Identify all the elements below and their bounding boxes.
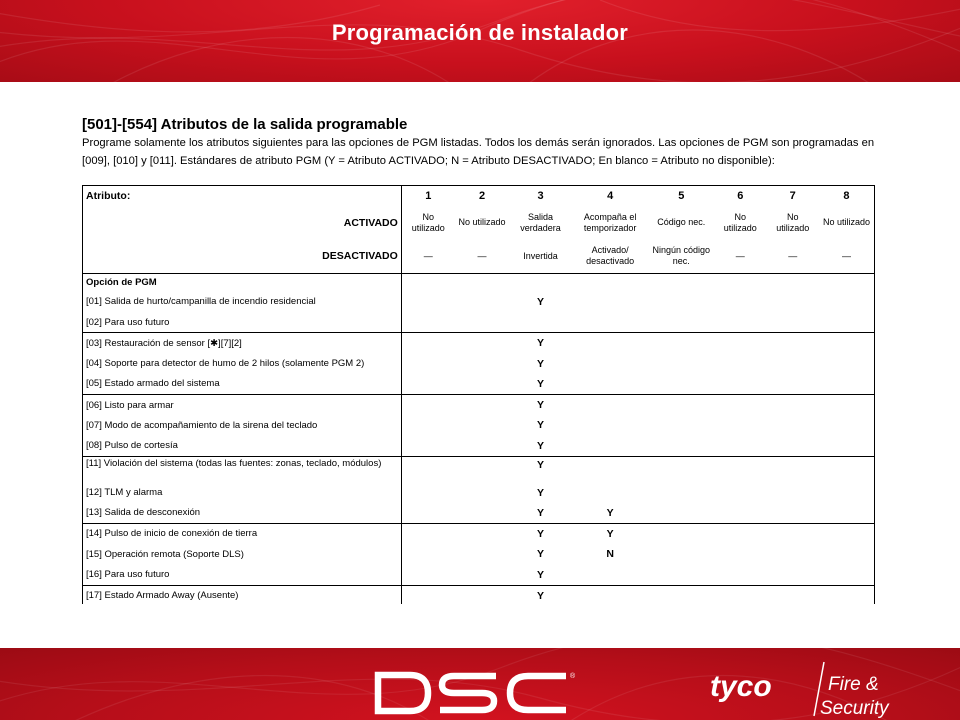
activado-cell: No utilizado — [776, 211, 810, 233]
column-header: 6 — [737, 189, 744, 202]
column-header: 4 — [607, 189, 614, 202]
table-row — [83, 353, 875, 374]
desactivado-cell: — — [401, 240, 454, 274]
section-title: [501]-[554] Atributos de la salida programable — [82, 116, 408, 133]
desactivado-row — [83, 240, 875, 274]
attr-value-3: Y — [537, 295, 545, 308]
column-number-row — [83, 186, 875, 206]
header-banner — [0, 0, 960, 82]
attr-value-3: Y — [509, 523, 572, 544]
activado-cell: No utilizado — [723, 211, 757, 233]
attr-value-4 — [572, 374, 649, 395]
table-row — [83, 585, 875, 604]
attr-value-3: Y — [537, 506, 545, 519]
attr-value-3: Y — [537, 357, 545, 370]
option-label: [08] Pulso de cortesía — [86, 440, 178, 452]
option-label: [15] Operación remota (Soporte DLS) — [86, 548, 244, 560]
desactivado-cell: — — [841, 250, 851, 261]
empty-cell — [401, 274, 874, 292]
attr-value-3: Y — [537, 548, 545, 561]
option-label: [17] Estado Armado Away (Ausente) — [83, 585, 402, 604]
option-label: [01] Salida de hurto/campanilla de incendio residencial — [86, 296, 316, 308]
attr-value-4 — [572, 312, 649, 333]
attr-value-3: Y — [509, 456, 572, 482]
table-row — [83, 503, 875, 524]
attr-value-4 — [572, 585, 649, 604]
attr-value-3: Y — [537, 419, 545, 432]
table-row — [83, 544, 875, 565]
attr-value-3: Y — [509, 394, 572, 415]
tyco-tagline-line1: Fire & — [828, 674, 879, 695]
activado-cell: No utilizado — [458, 217, 506, 227]
tyco-wordmark: tyco — [710, 670, 772, 703]
attr-value-4: Y — [572, 523, 649, 544]
attr-value-3: Y — [537, 568, 545, 581]
attr-value-4 — [572, 394, 649, 415]
option-label: [14] Pulso de inicio de conexión de tierra — [83, 523, 402, 544]
table-row — [83, 456, 875, 482]
column-header: 7 — [789, 189, 796, 202]
attr-value-4 — [572, 482, 649, 503]
option-label: [03] Restauración de sensor [✱][7][2] — [83, 333, 402, 354]
table-row — [83, 292, 875, 313]
activado-cell: No utilizado — [401, 206, 454, 240]
tyco-tagline-line2: Security — [820, 698, 889, 719]
column-header: 3 — [537, 189, 544, 202]
section-header — [82, 116, 878, 170]
attr-value-4 — [572, 415, 649, 436]
options-heading: Opción de PGM — [83, 274, 402, 292]
attr-value-3: Y — [509, 333, 572, 354]
table-row — [83, 374, 875, 395]
tyco-logo — [710, 658, 900, 720]
attr-value-3: Y — [537, 439, 545, 452]
dsc-logo — [372, 670, 578, 716]
attr-value-4: N — [606, 548, 614, 561]
option-label: [07] Modo de acompañamiento de la sirena del teclado — [86, 419, 318, 431]
activado-cell: No utilizado — [822, 217, 870, 227]
attr-value-4 — [572, 353, 649, 374]
attr-value-4 — [572, 333, 649, 354]
option-label: [13] Salida de desconexión — [86, 507, 201, 519]
desactivado-cell: — — [735, 250, 745, 261]
table-row — [83, 482, 875, 503]
option-label: [11] Violación del sistema (todas las fuentes: zonas, teclado, módulos) — [83, 456, 402, 482]
option-label: [16] Para uso futuro — [86, 569, 170, 581]
page-title: Programación de instalador — [331, 20, 629, 45]
table-row — [83, 565, 875, 586]
section-description: Programe solamente los atributos siguientes para las opciones de PGM listadas. Todos los demás serán ignorados. Las opciones de PGM son programadas en [009], [010] y [011]. Estándares de atributo PGM (Y = Atributo ACTIVADO; N = Atributo DESACTIVADO; En blanco = Atributo no disponible): — [82, 137, 875, 167]
attr-value-3: Y — [509, 585, 572, 604]
desactivado-cell: — — [788, 250, 798, 261]
desactivado-cell: — — [477, 250, 487, 261]
table-row — [83, 523, 875, 544]
column-header: 2 — [478, 189, 486, 202]
pgm-attributes-table-container — [82, 185, 875, 604]
activado-label: ACTIVADO — [343, 216, 398, 229]
desactivado-cell: Ningún código nec. — [652, 245, 711, 267]
options-heading-row — [83, 274, 875, 292]
option-label: [04] Soporte para detector de humo de 2 hilos (solamente PGM 2) — [86, 358, 365, 370]
attr-value-4 — [572, 565, 649, 586]
registered-mark: ® — [570, 673, 576, 680]
attr-value-4: Y — [606, 506, 614, 519]
activado-cell: Acompaña el temporizador — [583, 211, 637, 233]
column-header: 5 — [678, 189, 685, 202]
attr-value-4 — [572, 456, 649, 482]
attr-value-4 — [572, 292, 649, 313]
attribute-label: Atributo: — [86, 189, 131, 202]
attr-value-4 — [572, 436, 649, 457]
desactivado-cell: Activado/ desactivado — [586, 245, 635, 267]
option-label: [12] TLM y alarma — [86, 487, 163, 499]
option-label: [06] Listo para armar — [83, 394, 402, 415]
column-header: 8 — [843, 189, 850, 202]
option-label: [05] Estado armado del sistema — [86, 378, 220, 390]
option-label: [02] Para uso futuro — [86, 316, 170, 328]
pgm-attributes-table — [82, 185, 875, 604]
attr-value-3 — [509, 312, 572, 333]
table-row — [83, 415, 875, 436]
column-header: 1 — [401, 186, 454, 206]
activado-cell: Código nec. — [657, 217, 706, 227]
table-row — [83, 436, 875, 457]
table-row — [83, 394, 875, 415]
attr-value-3: Y — [537, 486, 545, 499]
desactivado-cell: Invertida — [523, 250, 558, 261]
table-row — [83, 312, 875, 333]
activado-row — [83, 206, 875, 240]
attr-value-3: Y — [537, 377, 545, 390]
table-row — [83, 333, 875, 354]
desactivado-label: DESACTIVADO — [322, 250, 398, 263]
activado-cell: Salida verdadera — [520, 211, 561, 233]
